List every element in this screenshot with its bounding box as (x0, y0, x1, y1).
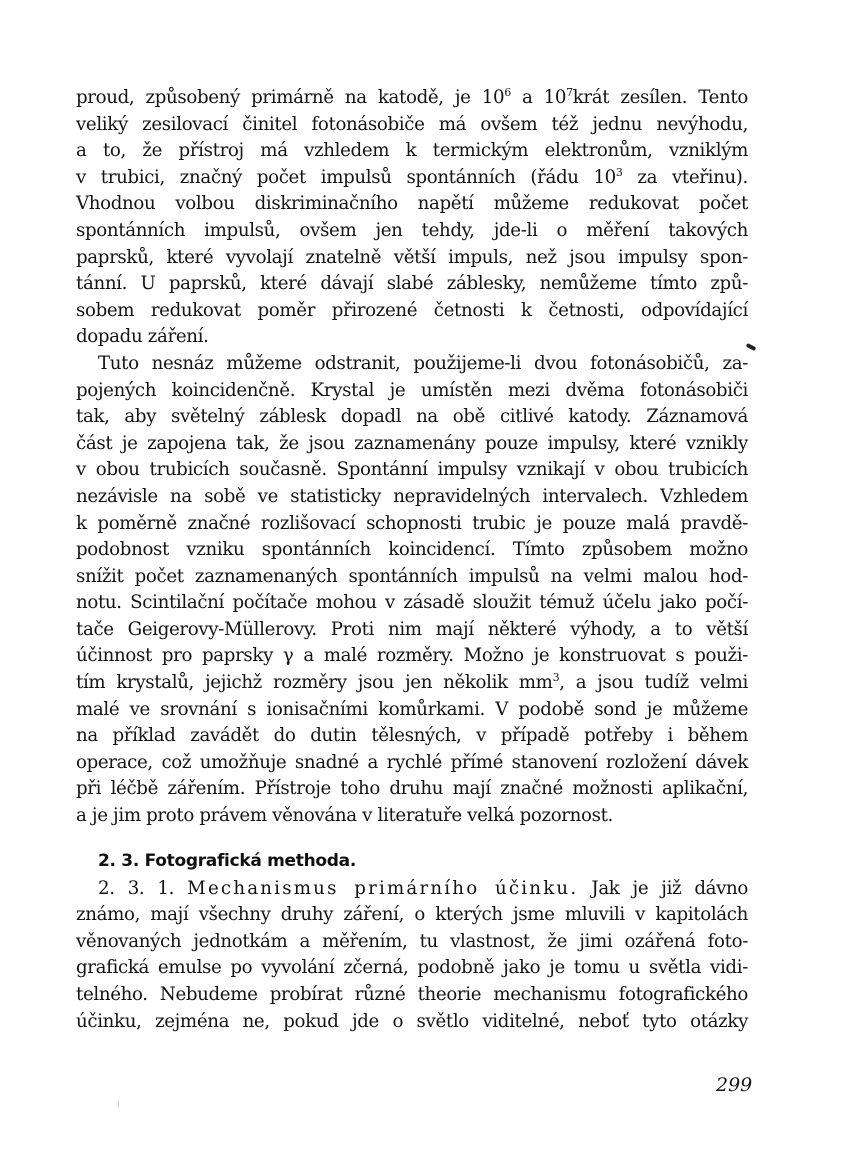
text-line: k poměrně značné rozlišovací schopnosti trubic je pouze malá pravdě- (76, 512, 748, 534)
text-line: na příklad zavádět do dutin tělesných, v případě potřeby i během (76, 725, 748, 747)
text-run: v trubici, značný počet impulsů spontánních (řádu 10 (76, 166, 616, 188)
text-run: tím krystalů, jejichž rozměry jsou jen několik mm (76, 672, 553, 694)
text-line: pojených koincidenčně. Krystal je umístěn mezi dvěma fotonásobiči (76, 379, 748, 401)
text-line: paprsků, které vyvolají znatelně větší impuls, než jsou impulsy spon- (76, 246, 748, 268)
text-line: účinku, zejména ne, pokud jde o světlo viditelné, neboť tyto otázky (76, 1010, 748, 1032)
text-run: krát zesílen. Tento (572, 87, 748, 108)
text-line (76, 165, 748, 192)
text-line: veliký zesilovací činitel fotonásobiče má ovšem též jednu nevýhodu, (76, 113, 748, 135)
text-run: , a jsou tudíž velmi (559, 672, 748, 694)
superscript: 6 (504, 86, 511, 99)
scan-artifact-dot (118, 1101, 119, 1107)
text-run: za vteřinu). (622, 166, 748, 188)
text-line: operace, což umožňuje snadné a rychlé přímé stanovení rozložení dávek (76, 751, 748, 773)
page-number: 299 (716, 1074, 753, 1096)
text-line: grafická emulse po vyvolání zčerná, podobně jako je tomu u světla vidi- (76, 957, 748, 979)
paragraph-2 (76, 351, 748, 830)
text-line: část je zapojena tak, že jsou zaznamenány pouze impulsy, které vznikly (76, 432, 748, 454)
text-run: proud, způsobený primárně na katodě, je 10 (76, 87, 505, 108)
text-line: telného. Nebudeme probírat různé theorie mechanismu fotografického (76, 984, 748, 1005)
superscript: 3 (615, 165, 623, 179)
text-run: a 10 (510, 87, 567, 108)
text-line (76, 876, 748, 903)
text-line: tače Geigerovy-Müllerovy. Proti nim mají některé výhody, a to větší (76, 618, 748, 640)
superscript: 7 (566, 86, 573, 99)
text-line: Vhodnou volbou diskriminačního napětí můžeme redukovat počet (76, 193, 748, 215)
text-line: nezávisle na sobě ve statisticky nepravidelných intervalech. Vzhledem (76, 485, 748, 507)
text-line: Tuto nesnáz můžeme odstranit, použijeme-li dvou fotonásobičů, za- (98, 352, 748, 374)
text-line: snížit počet zaznamenaných spontánních impulsů na velmi malou hod- (76, 565, 748, 587)
text-line: spontánních impulsů, ovšem jen tehdy, jde-li o měření takových (76, 219, 748, 241)
superscript: 3 (552, 671, 560, 685)
subsection-title: Mechanismus primárního účinku. (187, 877, 579, 899)
subsection-number: 2. 3. 1. (98, 877, 175, 899)
text-line: a je jim proto právem věnována v literatuře velká pozornost. (76, 805, 613, 827)
text-line: dopadu záření. (76, 326, 209, 348)
text-line (76, 85, 748, 112)
text-line: účinnost pro paprsky γ a malé rozměry. Možno je konstruovat s použi- (76, 645, 748, 667)
text-line: notu. Scintilační počítače mohou v zásadě sloužit témuž účelu jako počí- (76, 592, 748, 614)
text-line: známo, mají všechny druhy záření, o kterých jsme mluvili v kapitolách (76, 904, 748, 926)
text-line (76, 670, 748, 697)
subsection-paragraph (76, 876, 748, 1036)
text-line: tak, aby světelný záblesk dopadl na obě citlivé katody. Záznamová (76, 406, 748, 428)
text-run: Jak je již dávno (591, 877, 749, 899)
text-line: malé ve srovnání s ionisačními komůrkami. V podobě sond je můžeme (76, 698, 748, 720)
text-line: při léčbě zářením. Přístroje toho druhu mají značné možnosti aplikační, (76, 778, 748, 800)
section-heading: 2. 3. Fotografická methoda. (98, 850, 356, 871)
section-spacer (76, 830, 748, 846)
text-line: v obou trubicích současně. Spontánní impulsy vznikají v obou trubicích (76, 459, 748, 481)
text-line: a to, že přístroj má vzhledem k termickým elektronům, vzniklým (76, 140, 748, 162)
text-line: podobnost vzniku spontánních koincidencí. Tímto způsobem možno (76, 539, 748, 561)
text-line: tánní. U paprsků, které dávají slabé záblesky, nemůžeme tímto způ- (76, 273, 748, 295)
page-body (76, 85, 748, 1035)
paragraph-1 (76, 85, 748, 351)
text-line: věnovaných jednotkám a měřením, tu vlastnost, že jimi ozářená foto- (76, 930, 748, 952)
text-line: sobem redukovat poměr přirozené četnosti k četnosti, odpovídající (76, 299, 748, 321)
